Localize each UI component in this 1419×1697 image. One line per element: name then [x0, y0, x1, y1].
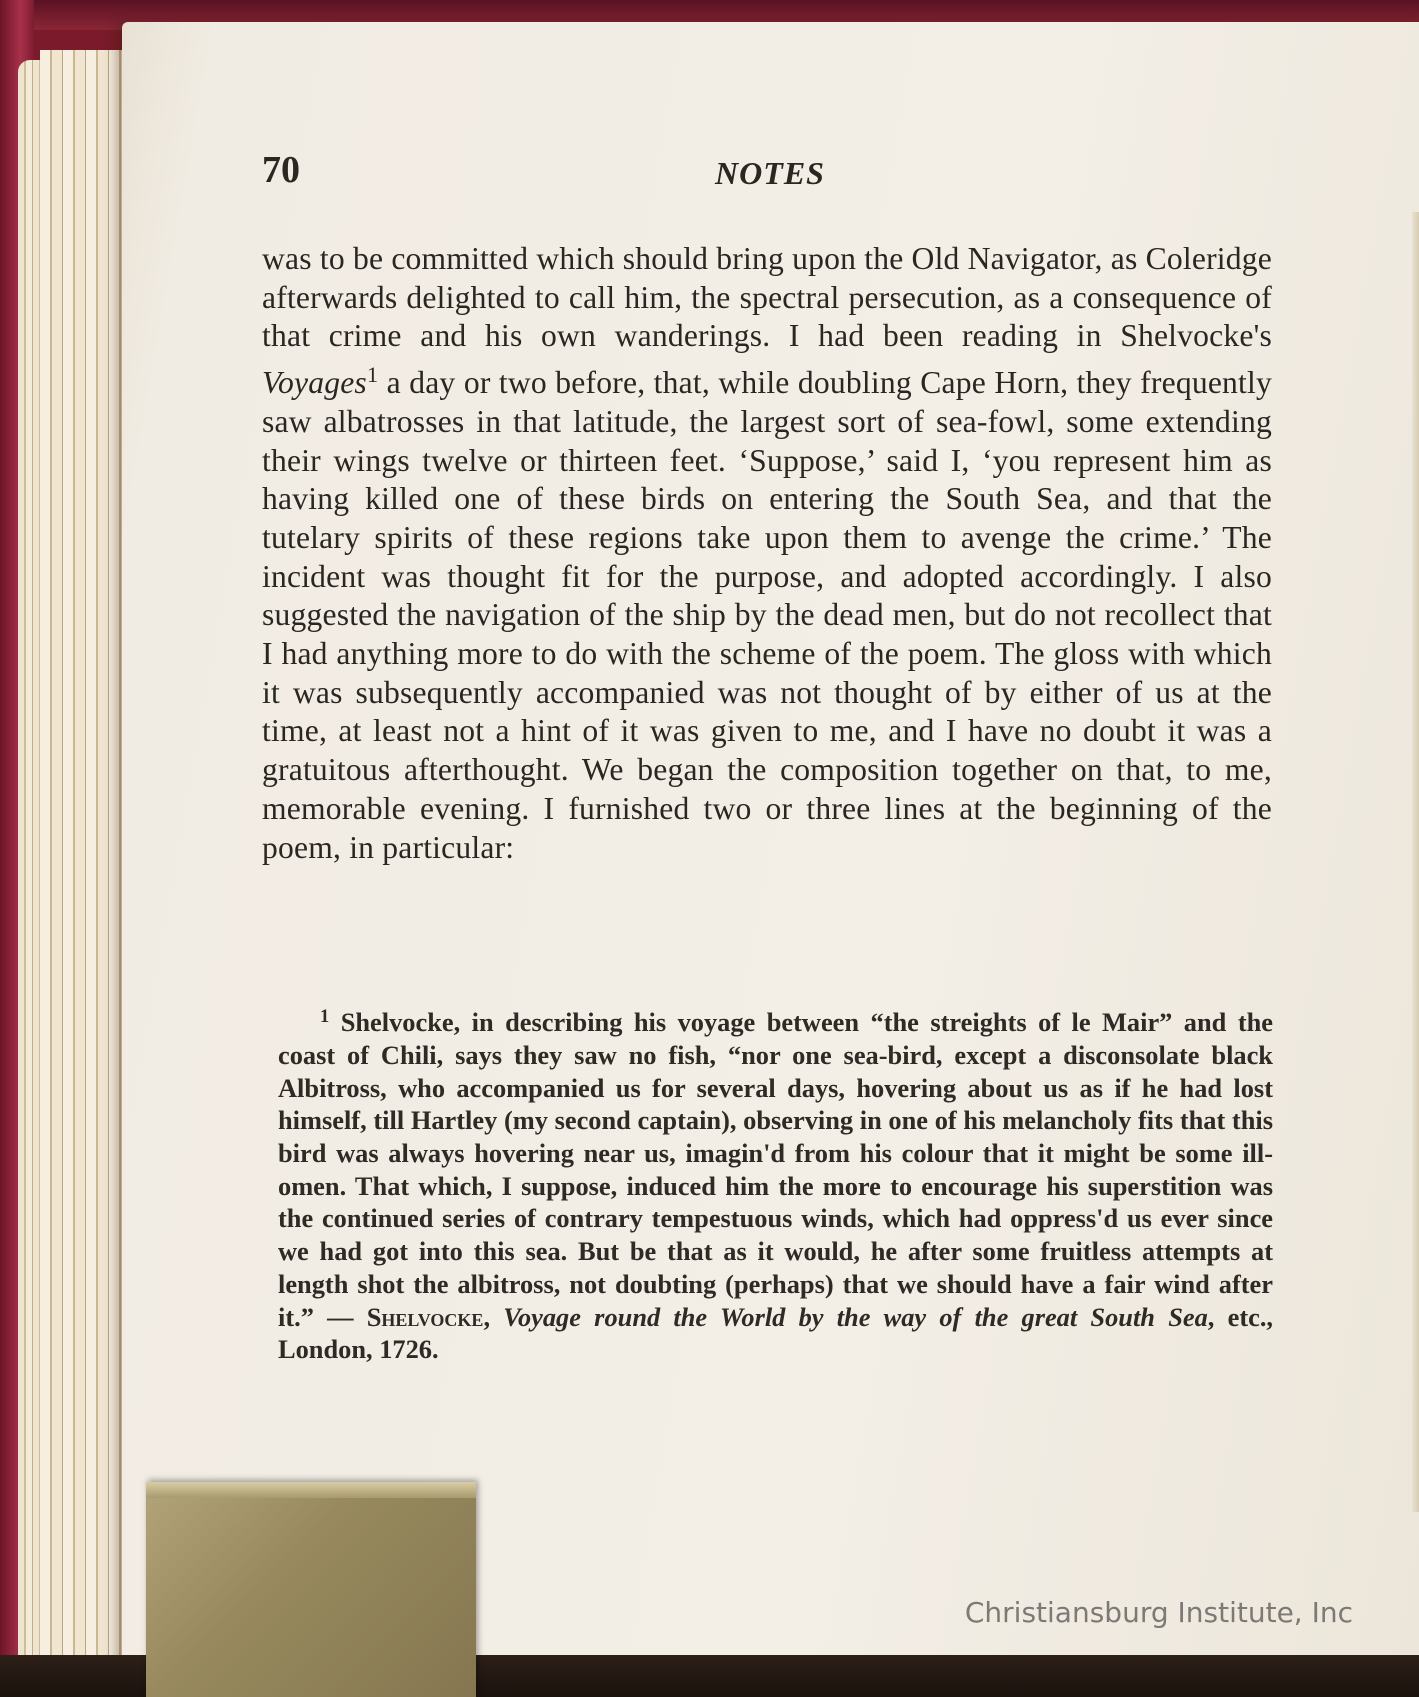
footnote — [278, 1000, 1273, 1366]
footnote-reference: 1 — [366, 362, 379, 388]
footnote-book-title: Voyage round the World by the way of the great South Sea — [503, 1301, 1208, 1332]
body-text-part2: a day or two before, that, while doubling Cape Horn, they frequently saw albatrosses in that latitude, the largest sort of sea-fowl, some extending their wings twelve or thirteen feet. ‘Suppose,’ said I, ‘you represent him as having killed one of these birds on entering the South Sea, and that the tutelary spirits of these regions take upon them to avenge the crime.’ The incident was thought fit for the purpose, and adopted accordingly. I also suggested the navigation of the ship by the dead men, but do not recollect that I had anything more to do with the scheme of the poem. The gloss with which it was subsequently accompanied was not thought of by either of us at the time, at least not a hint of it was given to me, and I have no doubt it was a gratuitous afterthought. We began the composition together on that, to me, memorable evening. I furnished two or three lines at the beginning of the poem, in particular: — [262, 365, 1272, 865]
page-number: 70 — [262, 149, 300, 191]
running-head: NOTES — [715, 155, 825, 191]
watermark: Christiansburg Institute, Inc — [964, 1596, 1353, 1629]
body-paragraph — [262, 240, 1272, 867]
footnote-text: Shelvocke, in describing his voyage between “the streights of le Mair” and the coast of Chili, says they saw no fish, “nor one sea-bird, except a disconsolate black Albitross, who accompanied us for several days, hovering about us as if he had lost himself, till Hartley (my second captain), observing in one of his melancholy fits that this bird was always hovering near us, imagin'd from his colour that it might be some ill-omen. That which, I suppose, induced him the more to encourage his superstition was the continued series of contrary tempestuous winds, which had oppress'd us ever since we had got into this sea. But be that as it would, he after some fruitless attempts at length shot the albitross, not doubting (perhaps) that we should have a fair wind after it.” — — [278, 1007, 1273, 1332]
footnote-author: Shelvocke — [366, 1301, 484, 1332]
bookmark-ribbon — [146, 1482, 476, 1697]
page-right-edge — [1412, 212, 1419, 1512]
body-text — [262, 240, 1272, 867]
footnote-marker: 1 — [320, 1006, 330, 1026]
footnote-paragraph: $^1$ Shelvocke, in describing his voyage between “the streights of le Mair” and the coast of Chili, says they saw no fish, “nor one sea-bird, except a disconsolate black Albitross, who accompanied us for several days, hovering about us as if he had lost himself, till Hartley (my second captain), observing in one of his melancholy fits that this bird was always hovering near us, imagin'd from his colour that it might be some ill-omen. That which, I suppose, induced him the more to encourage his superstition was the continued series of contrary tempestuous winds, which had oppress'd us ever since we had got into this sea. But be that as it would, he after some fruitless attempts at length shot the albitross, not doubting (perhaps) that we should have a fair wind after it.” — Shelvocke, Voyage round the World by the way of the great South Sea, etc., London, 1726. — [278, 1006, 1274, 1365]
body-text-part1: was to be committed which should bring upon the Old Navigator, as Coleridge afterwards delighted to call him, the spectral persecution, as a consequence of that crime and his own wanderings. I had been reading in Shelvocke's — [262, 241, 1272, 354]
footnote-tail: , etc., London, 1726. — [278, 1301, 1274, 1365]
page-edges-inner — [40, 50, 130, 1690]
italic-title: Voyages — [262, 365, 367, 401]
